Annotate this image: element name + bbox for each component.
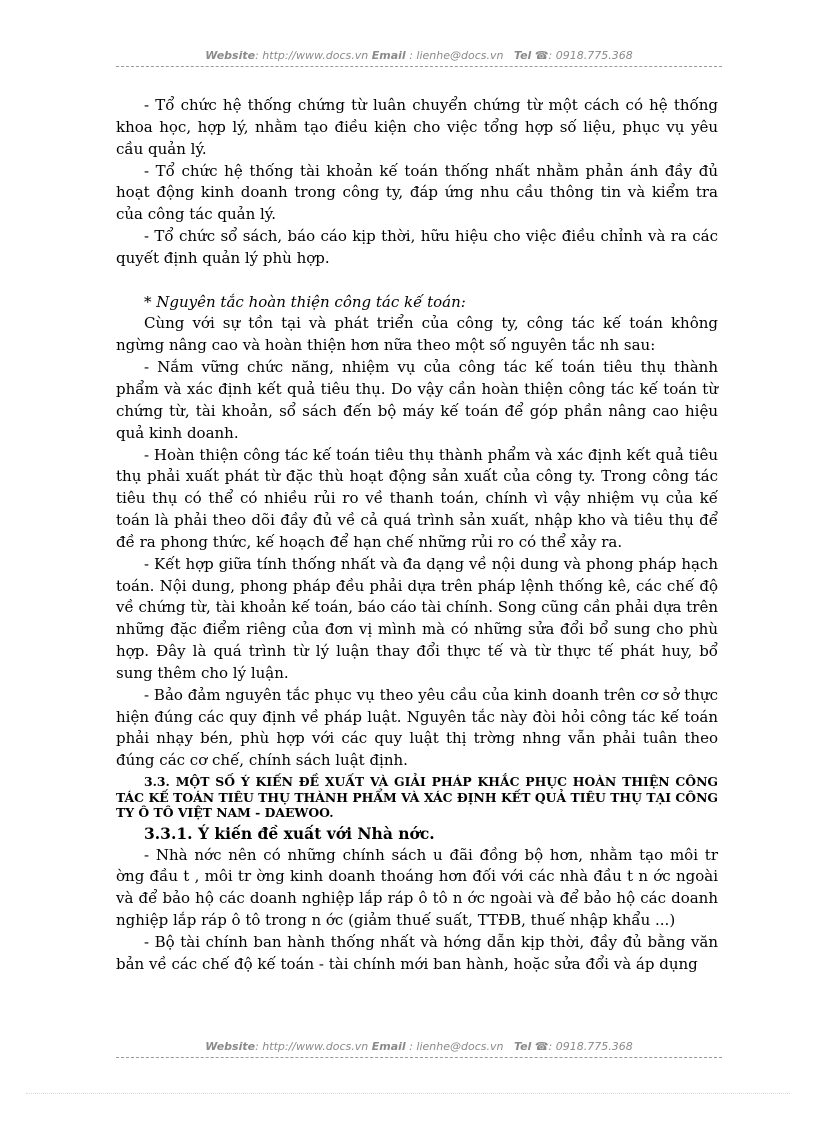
header-tel-value: ☎: 0918.775.368 (534, 49, 633, 62)
page-footer (116, 1040, 722, 1053)
footer-tel-value: ☎: 0918.775.368 (534, 1040, 633, 1053)
footer-tel-label: Tel (513, 1040, 532, 1053)
paragraph-2: - Tổ chức hệ thống tài khoản kế toán thống nhất nhằm phản ánh đầy đủ hoạt động kinh doanh trong công ty, đáp ứng nhu cầu thông tin và kiểm tra của công tác quản lý. (116, 161, 718, 224)
paragraph-6: - Hoàn thiện công tác kế toán tiêu thụ thành phẩm và xác định kết quả tiêu thụ phải xuất phát từ đặc thù hoạt động sản xuất của công ty. Trong công tác tiêu thụ có thể có nhiều rủi ro về thanh toán, chính vì vậy nhiệm vụ của kế toán là phải theo dõi đầy đủ về cả quá trình sản xuất, nhập kho và tiêu thụ để đề ra phong thức, kế hoạch để hạn chế những rủi ro có thể xảy ra. (116, 445, 718, 551)
page-header (116, 49, 722, 62)
header-email-label: Email (371, 49, 406, 62)
footer-website-value: : http://www.docs.vn (255, 1040, 369, 1053)
subsection-heading: 3.3.1. Ý kiến đề xuất với Nhà nớc. (144, 823, 435, 843)
page-edge-divider (26, 1093, 790, 1094)
section-heading: 3.3. MỘT SỐ Ý KIẾN ĐỀ XUẤT VÀ GIẢI PHÁP KHẮC PHỤC HOÀN THIỆN CÔNG TÁC KẾ TOÁN TIÊU THỤ THÀNH PHẨM VÀ XÁC ĐỊNH KẾT QUẢ TIÊU THỤ TẠI CÔNG TY Ô TÔ VIỆT NAM - DAEWOO. (116, 774, 718, 821)
paragraph-10: - Bộ tài chính ban hành thống nhất và hớng dẫn kịp thời, đầy đủ bằng văn bản về các chế độ kế toán - tài chính mới ban hành, hoặc sửa đổi và áp dụng (116, 932, 718, 973)
paragraph-1: - Tổ chức hệ thống chứng từ luân chuyển chứng từ một cách có hệ thống khoa học, hợp lý, nhằm tạo điều kiện cho việc tổng hợp số liệu, phục vụ yêu cầu quản lý. (116, 96, 718, 158)
paragraph-3: - Tổ chức sổ sách, báo cáo kịp thời, hữu hiệu cho việc điều chỉnh và ra các quyết định quản lý phù hợp. (116, 227, 718, 267)
header-website-label: Website (205, 49, 256, 62)
footer-divider (116, 1057, 722, 1058)
paragraph-7: - Kết hợp giữa tính thống nhất và đa dạng về nội dung và phong pháp hạch toán. Nội dung, phong pháp đều phải dựa trên pháp lệnh thống kê, các chế độ về chứng từ, tài khoản kế toán, báo cáo tài chính. Song cũng cần phải dựa trên những đặc điểm riêng của đơn vị mình mà có những sửa đổi bổ sung cho phù hợp. Đây là quá trình từ lý luận thay đổi thực tế và từ thực tế phát huy, bổ sung thêm cho lý luận. (116, 554, 718, 682)
header-tel-label: Tel (513, 49, 532, 62)
header-website-value: : http://www.docs.vn (255, 49, 369, 62)
footer-email-value: : lienhe@docs.vn (405, 1040, 504, 1053)
paragraph-4: Cùng với sự tồn tại và phát triển của công ty, công tác kế toán không ngừng nâng cao và hoàn thiện hơn nữa theo một số nguyên tắc nh sau: (116, 314, 718, 355)
footer-website-label: Website (205, 1040, 256, 1053)
paragraph-5: - Nắm vững chức năng, nhiệm vụ của công tác kế toán tiêu thụ thành phẩm và xác định kết quả tiêu thụ. Do vậy cần hoàn thiện công tác kế toán từ chứng từ, tài khoản, sổ sách đến bộ máy kế toán để góp phần nâng cao hiệu quả kinh doanh. (116, 358, 718, 442)
header-email-value: : lienhe@docs.vn (405, 49, 504, 62)
paragraph-9: - Nhà nớc nên có những chính sách u đãi đồng bộ hơn, nhằm tạo môi tr ờng đầu t , môi tr ờng kinh doanh thoáng hơn đối với các nhà đầu t n ớc ngoài và để bảo hộ các doanh nghiệp lắp ráp ô tô n ớc ngoài và để bảo hộ các doanh nghiệp lắp ráp ô tô trong n ớc (giảm thuế suất, TTĐB, thuế nhập khẩu ...) (116, 845, 718, 930)
footer-email-label: Email (371, 1040, 406, 1053)
header-divider (116, 66, 722, 67)
paragraph-8: - Bảo đảm nguyên tắc phục vụ theo yêu cầu của kinh doanh trên cơ sở thực hiện đúng các quy định về pháp luật. Nguyên tắc này đòi hỏi công tác kế toán phải nhạy bén, phù hợp với các quy luật thị trờng nhng vẫn phải tuân theo đúng các cơ chế, chính sách luật định. (116, 685, 718, 770)
principles-heading: * Nguyên tắc hoàn thiện công tác kế toán: (144, 292, 466, 311)
document-body (116, 95, 718, 976)
